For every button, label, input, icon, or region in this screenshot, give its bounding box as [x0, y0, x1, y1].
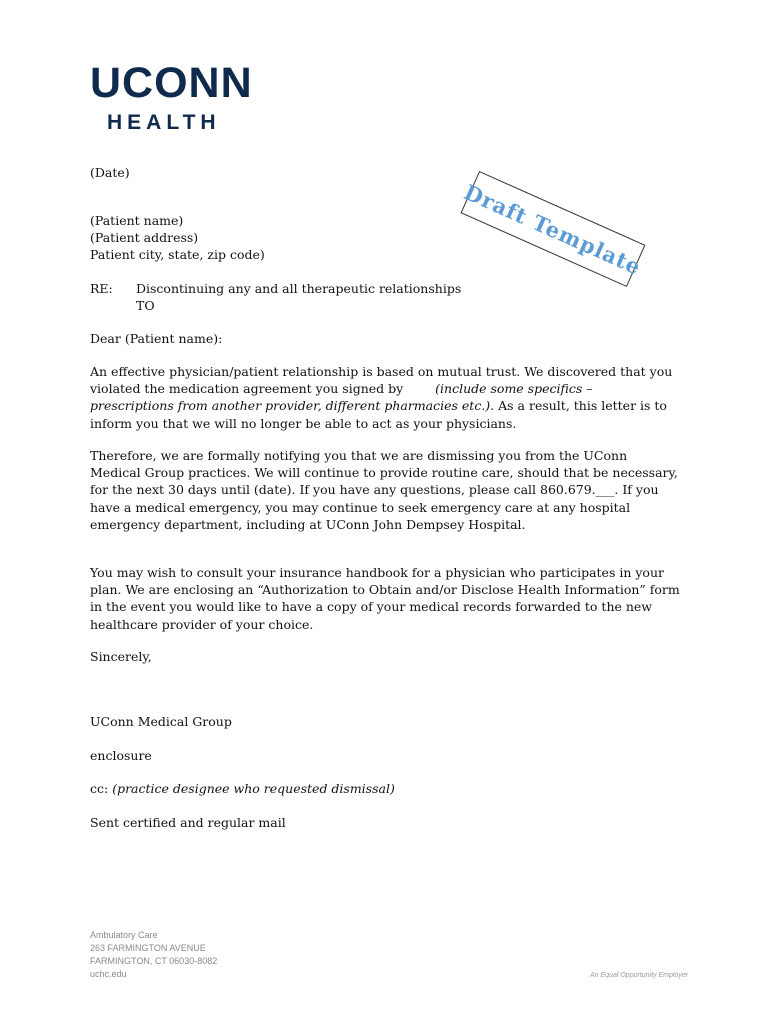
- cc-line: [90, 780, 395, 797]
- re-subject: [136, 280, 476, 314]
- footer-tagline: An Equal Opportunity Employer: [590, 972, 689, 979]
- re-line-1: Discontinuing any and all therapeutic relationships: [136, 281, 462, 296]
- paragraph-1-specifics: (include some specifics – prescriptions from another provider, different pharmacies etc.).: [90, 381, 593, 414]
- patient-name: (Patient name): [90, 213, 184, 228]
- cc-label: cc:: [90, 781, 109, 796]
- enclosure-note: enclosure: [90, 748, 152, 763]
- paragraph-3: You may wish to consult your insurance handbook for a physician who participates in your plan. We are enclosing an “Authorization to Obtain and/or Disclose Health Information” form in the event you would like to have a copy of your medical records forwarded to the new healthcare provider of your choice.: [90, 565, 680, 632]
- uconn-logo: UCONN: [90, 59, 253, 107]
- mail-note: Sent certified and regular mail: [90, 815, 286, 830]
- patient-city: Patient city, state, zip code): [90, 247, 265, 262]
- paragraph-2: Therefore, we are formally notifying you that we are dismissing you from the UConn Medical Group practices. We will continue to provide routine care, should that be necessary, for the next 30 days until (date). If you have any questions, please call 860.679.___. If you have a medical emergency, you may continue to seek emergency care at any hospital emergency department, including at UConn John Dempsey Hospital.: [90, 448, 678, 532]
- paragraph-1: [90, 363, 680, 432]
- date-line: (Date): [90, 165, 130, 180]
- re-label: RE:: [90, 281, 113, 296]
- footer-line-1: Ambulatory Care: [90, 930, 158, 940]
- patient-address: (Patient address): [90, 230, 199, 245]
- closing: Sincerely,: [90, 649, 152, 664]
- cc-text: (practice designee who requested dismissal): [112, 781, 395, 796]
- footer-address: [90, 929, 217, 981]
- paragraph-1-part-a: An effective physician/patient relationship is based on mutual trust. We discovered that you violated the medication agreement you signed by: [90, 364, 673, 397]
- footer-line-3: FARMINGTON, CT 06030-8082: [90, 956, 218, 966]
- footer-website: uchc.edu: [90, 969, 127, 979]
- footer-line-2: 263 FARMINGTON AVENUE: [90, 943, 206, 953]
- signature: UConn Medical Group: [90, 714, 232, 729]
- health-logo: HEALTH: [107, 111, 221, 134]
- re-line-2: TO: [136, 298, 155, 313]
- draft-template-stamp: Draft Template: [461, 171, 646, 287]
- salutation: Dear (Patient name):: [90, 331, 223, 346]
- paragraph-1-part-c: As a result, this letter is to inform you that we will no longer be able to act as your physicians.: [90, 398, 667, 431]
